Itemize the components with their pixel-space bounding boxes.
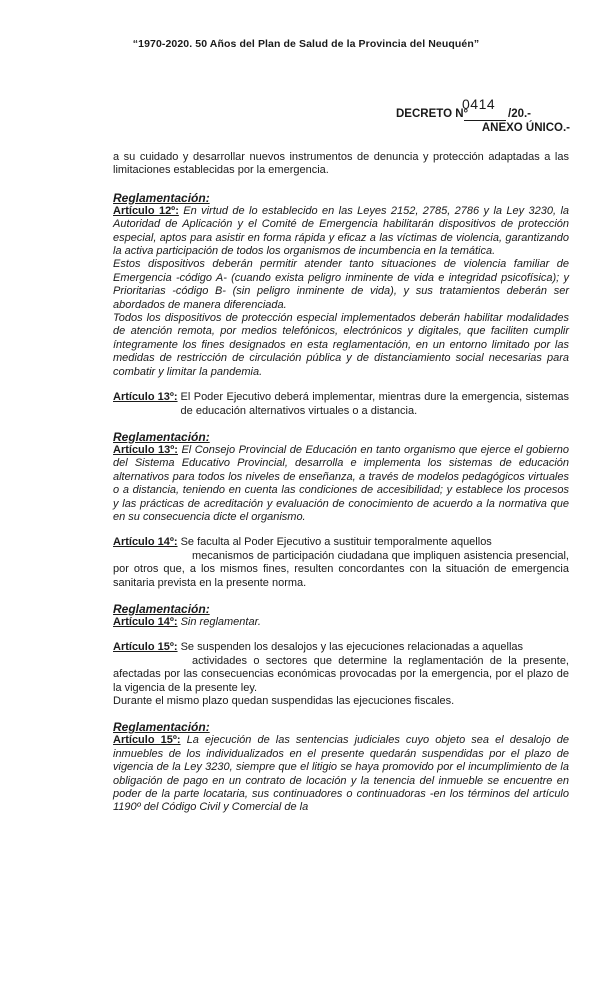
reg14-text: Sin reglamentar. [177, 615, 261, 628]
reglamentacion-title-14: Reglamentación: [113, 601, 210, 616]
reg13-article-label: Artículo 13º: [113, 443, 178, 456]
article-13-label: Artículo 13º: [113, 391, 178, 404]
reg14-paragraph [113, 616, 569, 629]
reg12-paragraph-1 [113, 205, 569, 259]
intro-paragraph: a su cuidado y desarrollar nuevos instrumentos de denuncia y protección adaptadas a las limitaciones establecidas por la emergencia. [113, 151, 569, 177]
article-14 [113, 536, 569, 549]
reg13-text: El Consejo Provincial de Educación en tanto organismo que ejerce el gobierno del Sistema Educativo Provincial, desarrolla e implementa los sistemas de educación alternativos para todos los niveles de enseñanza, a través de modelos pedagógicos virtuales o a distancia, teniendo en cuenta las condiciones de accesibilidad; y establece los procesos y las prácticas de acreditación y evaluación de conocimiento de acuerdo a la normativa que en su consecuencia dicte el organismo. [113, 443, 569, 523]
page-header-title: “1970-2020. 50 Años del Plan de Salud de la Provincia del Neuquén” [132, 38, 480, 50]
article-13 [113, 391, 569, 418]
decree-block [370, 97, 570, 139]
annex-label: ANEXO ÚNICO.- [481, 122, 570, 134]
reglamentacion-title-15: Reglamentación: [113, 720, 210, 735]
reglamentacion-title-12: Reglamentación: [113, 190, 210, 205]
article-14-text-1: Se faculta al Poder Ejecutivo a sustituir temporalmente aquellos [177, 536, 492, 549]
reg13-paragraph [113, 444, 569, 524]
document-body [113, 151, 569, 815]
reg15-paragraph [113, 734, 569, 814]
reg15-text: La ejecución de las sentencias judiciales cuyo objeto sea el desalojo de inmuebles de los individualizados en el presente quedarán suspendidas por el plazo de vigencia de la Ley 3230, siempre que el litigio se haya promovido por el incumplimiento de la obligación de pago en un contrato de locación y la tenencia del inmueble se encuentre en poder de la parte locataria, sus continuadores o continuadoras -en los términos del artículo 1190º del Código Civil y Comercial de la [113, 734, 569, 814]
reg12-paragraph-2: Estos dispositivos deberán permitir atender tanto situaciones de violencia familiar de Emergencia -código A- (cuando exista peligro inminente de vida e integridad psicofísica); y Prioritarias -código B- (sin peligro inminente de vida), y sus tratamientos deberán ser abordados de manera diferenciada. [113, 258, 569, 311]
reg12-article-label: Artículo 12º: [113, 204, 179, 217]
article-15-text-3: Durante el mismo plazo quedan suspendidas las ejecuciones fiscales. [113, 695, 455, 707]
decree-number: 0414 [462, 96, 496, 112]
article-15-label: Artículo 15º: [113, 641, 178, 654]
article-14-label: Artículo 14º: [113, 536, 178, 549]
reg15-article-label: Artículo 15º: [113, 734, 181, 747]
decree-number-underline [464, 120, 506, 121]
decree-label: DECRETO N° [396, 108, 469, 120]
article-15 [113, 641, 569, 654]
reg14-article-label: Artículo 14º: [113, 615, 178, 628]
article-13-text: El Poder Ejecutivo deberá implementar, mientras dure la emergencia, sistemas de educación alternativos virtuales o a distancia. [180, 391, 569, 417]
reglamentacion-title-13: Reglamentación: [113, 429, 210, 444]
decree-year: /20.- [508, 108, 532, 120]
reg12-text-1: En virtud de lo establecido en las Leyes 2152, 2785, 2786 y la Ley 3230, la Autoridad de Aplicación y el Comité de Emergencia habilitarán dispositivos de protección especial, aptos para asistir en forma rápida y eficaz a las víctimas de violencia, garantizando la activa participación de todos los organismos de incumbencia en la temática. [113, 204, 570, 258]
reg12-paragraph-3: Todos los dispositivos de protección especial implementados deberán habilitar modalidades de atención remota, por medios telefónicos, electrónicos y digitales, que faciliten cumplir íntegramente los fines designados en esta reglamentación, en un entorno limitado por las medidas de restricción de circulación pública y de distanciamiento social necesarias para combatir y limitar la pandemia. [113, 312, 569, 378]
article-14-text-2: mecanismos de participación ciudadana que impliquen asistencia presencial, por otros que, a los mismos fines, resulten concordantes con la situación de emergencia sanitaria prevista en la presente norma. [113, 549, 569, 589]
article-15-text-2: actividades o sectores que determine la reglamentación de la presente, afectadas por las consecuencias económicas provocadas por la emergencia, por el plazo de la vigencia de la presente ley. [113, 654, 569, 694]
article-15-text-1: Se suspenden los desalojos y las ejecuciones relacionadas a aquellas [177, 641, 524, 654]
